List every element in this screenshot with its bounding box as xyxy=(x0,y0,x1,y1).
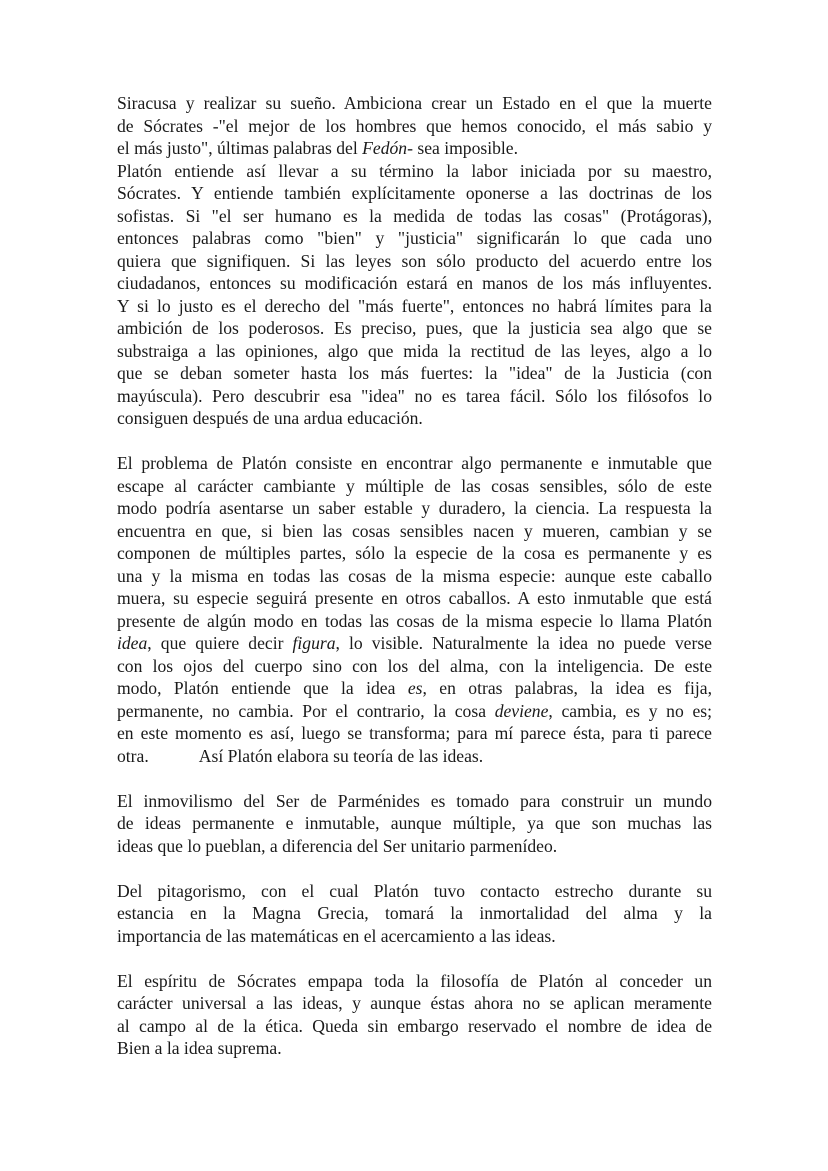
paragraph xyxy=(117,970,712,1060)
text-line: mayúscula). Pero descubrir esa "idea" no es tarea fácil. Sólo los filósofos lo xyxy=(117,385,712,406)
text-line: ambición de los poderosos. Es preciso, pues, que la justicia sea algo que se xyxy=(117,318,712,338)
text-segment: Así Platón elabora su teoría de las ideas. xyxy=(198,745,484,766)
paragraph xyxy=(117,790,712,858)
text-line: El inmovilismo del Ser de Parménides es tomado para construir un mundo xyxy=(117,790,712,811)
text-segment: otra. xyxy=(117,745,149,766)
text-segment: , cambia, es y no es; xyxy=(548,700,712,721)
paragraph xyxy=(117,452,712,767)
text-line: consiguen después de una ardua educación. xyxy=(117,408,423,428)
text-line xyxy=(117,632,712,655)
text-line: El espíritu de Sócrates empapa toda la filosofía de Platón al conceder un xyxy=(117,970,712,991)
text-segment: , que quiere decir xyxy=(147,633,293,653)
text-line xyxy=(117,677,712,700)
italic-term: Fedón xyxy=(362,138,408,158)
paragraph xyxy=(117,92,712,160)
text-line: Y si lo justo es el derecho del "más fuerte", entonces no habrá límites para la xyxy=(117,295,712,316)
text-line: Bien a la idea suprema. xyxy=(117,1038,282,1058)
text-line: componen de múltiples partes, sólo la especie de la cosa es permanente y es xyxy=(117,543,712,563)
text-line: ciudadanos, entonces su modificación estará en manos de los más influyentes. xyxy=(117,273,712,293)
text-line: quiera que signifiquen. Si las leyes son sólo producto del acuerdo entre los xyxy=(117,250,712,271)
text-line: muera, su especie seguirá presente en otros caballos. A esto inmutable que está xyxy=(117,588,712,608)
text-line: presente de algún modo en todas las cosas de la misma especie lo llama Platón xyxy=(117,610,712,631)
text-line: Platón entiende así llevar a su término la labor iniciada por su maestro, xyxy=(117,160,712,181)
italic-term: figura xyxy=(292,633,336,653)
text-line: Del pitagorismo, con el cual Platón tuvo contacto estrecho durante su xyxy=(117,880,712,901)
text-line: escape al carácter cambiante y múltiple de las cosas sensibles, sólo de este xyxy=(117,475,712,496)
italic-term: idea xyxy=(117,633,148,653)
text-line: Siracusa y realizar su sueño. Ambiciona crear un Estado en el que la muerte xyxy=(117,93,712,113)
italic-term: es xyxy=(407,678,423,698)
text-line: una y la misma en todas las cosas de la misma especie: aunque este caballo xyxy=(117,565,712,586)
text-line: importancia de las matemáticas en el acercamiento a las ideas. xyxy=(117,925,556,946)
text-line: modo podría asentarse un saber estable y duradero, la ciencia. La respuesta la xyxy=(117,498,712,518)
text-line xyxy=(117,745,712,768)
italic-term: deviene xyxy=(494,700,549,721)
text-segment: - sea imposible. xyxy=(407,138,519,158)
text-line: en este momento es así, luego se transforma; para mí parece ésta, para ti parece xyxy=(117,723,712,743)
text-line: entonces palabras como "bien" y "justicia" significarán lo que cada uno xyxy=(117,228,712,248)
text-segment: el más justo", últimas palabras del xyxy=(117,138,363,158)
paragraph xyxy=(117,880,712,948)
document-page xyxy=(117,92,712,1082)
text-line: carácter universal a las ideas, y aunque éstas ahora no se aplican meramente xyxy=(117,993,712,1013)
text-segment: permanente, no cambia. Por el contrario, la cosa xyxy=(117,700,495,721)
text-line xyxy=(117,700,712,723)
text-line: El problema de Platón consiste en encontrar algo permanente e inmutable que xyxy=(117,453,712,473)
text-line: de Sócrates -"el mejor de los hombres que hemos conocido, el más sabio y xyxy=(117,115,712,136)
text-line: sofistas. Si "el ser humano es la medida de todas las cosas" (Protágoras), xyxy=(117,205,712,226)
text-line: estancia en la Magna Grecia, tomará la inmortalidad del alma y la xyxy=(117,903,712,923)
text-line xyxy=(117,137,712,160)
text-segment: , lo visible. Naturalmente la idea no puede verse xyxy=(335,633,712,653)
paragraph xyxy=(117,160,712,430)
text-segment: modo, Platón entiende que la idea xyxy=(117,678,408,698)
text-line: al campo al de la ética. Queda sin embargo reservado el nombre de idea de xyxy=(117,1015,712,1036)
text-line: substraiga a las opiniones, algo que mida la rectitud de las leyes, algo a lo xyxy=(117,340,712,361)
text-line: con los ojos del cuerpo sino con los del alma, con la inteligencia. De este xyxy=(117,655,712,676)
text-line: Sócrates. Y entiende también explícitamente oponerse a las doctrinas de los xyxy=(117,183,712,203)
text-line: ideas que lo pueblan, a diferencia del Ser unitario parmenídeo. xyxy=(117,835,558,856)
text-line: encuentra en que, si bien las cosas sensibles nacen y mueren, cambian y se xyxy=(117,520,712,541)
text-line: que se deban someter hasta los más fuertes: la "idea" de la Justicia (con xyxy=(117,363,712,383)
text-segment: , en otras palabras, la idea es fija, xyxy=(422,678,712,698)
text-line: de ideas permanente e inmutable, aunque múltiple, ya que son muchas las xyxy=(117,813,712,833)
